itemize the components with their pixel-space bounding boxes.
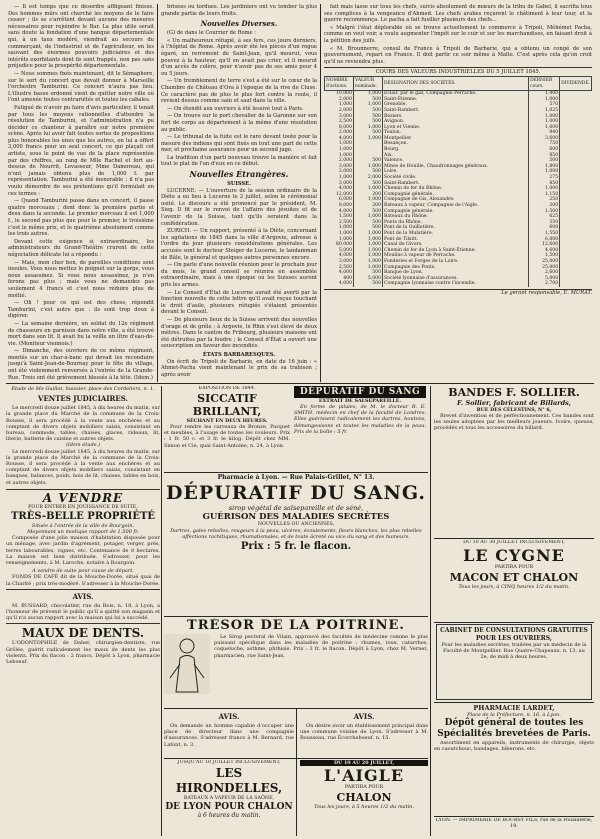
- table-cell: Mines de Houille, Chaudronnages généraux.: [383, 164, 529, 170]
- ad-title: DÉPURATIF DU SANG.: [165, 482, 427, 504]
- table-title: COURS DES VALEURS INDUSTRIELLES DU 5 JUILLET 1845.: [324, 67, 592, 76]
- table-cell: Lyon et Vienne.: [383, 125, 529, 131]
- paragraph: — Oh ! pour ce qui est des chess, répondit Tamburini, c'est autre que : ils sont trop doux à digérer.: [8, 300, 154, 320]
- table-cell: Bateaux du Rhône.: [383, 214, 529, 220]
- table-cell: 500: [354, 220, 383, 226]
- column-rule: [320, 4, 321, 382]
- table-cell: 500: [354, 225, 383, 231]
- table-cell: 2,600: [529, 270, 560, 276]
- table-cell: 850: [529, 153, 560, 159]
- paragraph: ZURICH. — Un rapport, présenté à la Diète, concernant les agitations de 1845 dans la ville d'Argovie, adresse à l'ordre du jour plusieurs considérations générales. Les accusés sont le docteur Steiger de Lucerne, le landamman de Bâle, le général et quelques autres personnes encore.: [161, 228, 317, 261]
- table-cell: 1,150: [529, 192, 560, 198]
- table-cell: 940: [529, 130, 560, 136]
- table-cell: 275: [529, 175, 560, 181]
- column-3: [324, 4, 592, 380]
- table-cell: 500: [529, 158, 560, 164]
- ad-subtitle: PARTIRA POUR: [494, 565, 534, 570]
- table-cell: 1,000: [354, 259, 383, 265]
- table-cell: 1,000: [325, 175, 354, 181]
- ad-title: LE CYGNE: [463, 546, 565, 565]
- table-cell: 25,000: [529, 265, 560, 271]
- paragraph: LUCERNE. — L'ouverture de la session ordinaire de la Diète a eu lieu à Lucerne le 2 juillet, selon le cérémonial usité. Le discours a été prononcé par le président, M. Sieg. Il fit sur le renvoi de l'affaire des jésuites et de l'avenir de la Suisse, tant qu'ils seraient dans la confédération.: [161, 187, 317, 227]
- table-cell: Aix.: [383, 153, 529, 159]
- ad-subtitle: GUÉRISON DES MALADIES SECRÈTES: [202, 512, 390, 522]
- paragraph: — On trouve sur le port chevalier de la Garonne sur son fort de corps au département à la même d'une résolution au public.: [161, 113, 317, 133]
- paragraph: « M. Brounnerre, consul de France à Tripoli de Barbarie, qui a obtenu un congé de son gouvernement, repart en France. Il doit partir ce soir même à Malte. C'est après cela qu'on croit qu'il ne reviendra plus.: [324, 45, 592, 65]
- table-cell: 80,000: [325, 242, 354, 248]
- column-rule: [430, 386, 431, 836]
- ad-heading: Pharmacie à Lyon. — Rue Palais-Grillet, N° 13.: [217, 474, 375, 481]
- ad-subtitle: F. Sollier, fabricant de Billards,: [456, 399, 572, 407]
- table-cell: 500: [354, 130, 383, 136]
- table-cell: 6,000: [325, 197, 354, 203]
- ad-heading: PHARMACIE LARDET,: [473, 704, 555, 712]
- section-rule: [434, 622, 594, 623]
- ad-title: BANDES F. SOLLIER.: [448, 386, 580, 399]
- ad-avis-2: [300, 710, 428, 756]
- ad-subtitle: JUSQU'AU 10 JUILLET INCLUSIVEMENT,: [177, 760, 281, 765]
- table-cell: 3,000: [325, 114, 354, 120]
- ad-bandes-sollier: [434, 386, 594, 536]
- table-cell: Société lyonnaise d'assurances.: [383, 276, 529, 282]
- table-cell: 2,000: [325, 158, 354, 164]
- paragraph: — La semaine dernière, un soldat du 12e régiment de chasseurs en garnison dans notre ville, a été trouvé mort dans son lit. Il avait bu la veille un litre d'eau-de-vie. (Moniteur viennois.): [8, 320, 154, 347]
- ad-heading: Étude de Me Guillot, huissier, place des Cordeliers, n. 1.: [11, 386, 155, 392]
- ad-subtitle: BATEAUX A VAPEUR DE LA SAÔNE,: [183, 796, 275, 801]
- table-cell: Béziers.: [383, 114, 529, 120]
- ad-subtitle: sirop végétal de salsepareille et de séné,: [228, 504, 364, 512]
- ad-title: DE LYON POUR CHALON: [165, 802, 293, 812]
- table-cell: 500: [354, 181, 383, 187]
- ad-subtitle: DU 10 AU 20 JUILLET,: [300, 760, 428, 766]
- table-cell: 1,000: [325, 237, 354, 243]
- table-cell: 3,000: [325, 181, 354, 187]
- table-cell: 1,000: [354, 164, 383, 170]
- ad-tresor-poitrine: [164, 618, 428, 706]
- table-cell: 1,000: [354, 214, 383, 220]
- section-rule: [434, 816, 594, 817]
- table-cell: 2,500: [325, 119, 354, 125]
- ad-title: DÉPURATIF DU SANG: [294, 386, 426, 398]
- ad-title: MAUX DE DENTS.: [21, 626, 145, 641]
- ad-avis-1: [164, 710, 294, 756]
- table-cell: 2,500: [325, 265, 354, 271]
- ad-title: TRÈS-BELLE PROPRIÉTÉ: [10, 510, 156, 522]
- table-header: DIVIDENDE.: [560, 76, 592, 90]
- table-cell: Besançon.: [383, 141, 529, 147]
- table-cell: 1,500: [529, 253, 560, 259]
- ad-title: Dépôt général de toutes les Spécialités brevetées de Paris.: [437, 718, 591, 740]
- ad-pharmacie-depuratif: [164, 474, 428, 614]
- table-cell: 2,500: [325, 220, 354, 226]
- table-cell: 1,000: [354, 136, 383, 142]
- ad-text: Assortiment en appareils, instruments de chirurgie, objets en caoutchouc, bandages, biberons, etc.: [434, 740, 594, 753]
- table-header-row: [325, 76, 592, 90]
- ad-title: A VENDRE: [42, 490, 124, 505]
- table-cell: Canal de Givors.: [383, 242, 529, 248]
- ad-title: SICCATIF BRILLANT,: [192, 392, 262, 418]
- table-header: DÉSIGNATION DES SOCIÉTÉS.: [383, 76, 529, 90]
- table-cell: 750: [529, 141, 560, 147]
- table-cell: 1,000: [354, 265, 383, 271]
- ad-text: Le mercredi douze juillet 1845, à dix heures du matin, sur la grande place du Marché de la commune de la Croix-Rousse, il sera procédé à la vente aux enchères et au comptant de divers objets mobiliers saisis, consistant en banques, balances, poids, bois de lit, chaises, tables en bois, et autres objets.: [6, 448, 160, 486]
- ad-le-cygne: [434, 540, 594, 620]
- table-cell: 2,000: [325, 97, 354, 103]
- table-cell: 1,000: [354, 242, 383, 248]
- ad-heading: AVIS.: [218, 712, 240, 721]
- table-cell: 500: [354, 209, 383, 215]
- table-cell: Grenoble.: [383, 102, 529, 108]
- section-rule: [434, 702, 594, 703]
- table-cell: 1,000: [354, 102, 383, 108]
- ad-siccatif: [164, 386, 290, 470]
- table-cell: 250: [529, 197, 560, 203]
- ad-text: FONDS DE CAFÉ dit de la Mouche-Dorée, situé quai de la Charité ; prix très-modéré. S'adresser à la Mouche-Dorée.: [6, 574, 160, 587]
- paragraph: — Nous sommes fixés maintenant, dit le Sémaphore, sur le sort du concert que devait donner à Marseille l'orchestre Tamburini. Ce concert n'aura pas lieu. L'illustre basse ordonné vient de quitter notre ville où l'ont amenée toutes contrariétés et toutes les cabales.: [8, 70, 154, 104]
- table-cell: Compagnie lyonnaise contre l'incendie.: [383, 281, 529, 287]
- printer-footer: LYON. — IMPRIMERIE DE BOURSY FILS, rue de la Poulaillerie, 19.: [435, 818, 593, 829]
- table-cell: 1,000: [354, 231, 383, 237]
- table-cell: 1,550: [529, 231, 560, 237]
- table-cell: 1,800: [529, 164, 560, 170]
- table-cell: 350: [529, 220, 560, 226]
- ad-text: Pour les maladies secrètes, traitées par un médecin de la Faculté de Montpellier. Rue Quatre-Chapeaux, n. 13, au 2e, de midi à deux heures.: [441, 642, 587, 661]
- table-cell: 12,600: [529, 242, 560, 248]
- table-cell: 1,600: [529, 125, 560, 131]
- table-cell: 6,800: [529, 237, 560, 243]
- table-cell: 1,000: [325, 153, 354, 159]
- column-rule: [157, 4, 158, 382]
- table-cell: 3,000: [325, 259, 354, 265]
- ad-text: On désire avoir un établissement principal dans une commune voisine de Lyon. S'adresser à M. Rousseau, rue Écorcheboeuf, n. 15.: [300, 723, 428, 742]
- ad-text: M. BUSSARD, chocolatier, rue du Bois, n. 18, à Lyon, a l'honneur de prévenir le public qu'il a quitté son magasin et qu'il n'a aucun rapport avec la maison qui lui a succédé.: [6, 602, 160, 622]
- section-rule: [434, 538, 594, 539]
- table-cell: 1,000: [325, 231, 354, 237]
- ad-text: Le Sirop pectoral de Vilain, approuvé des facultés de médecine comme le plus puissant spécifique dans les maladies de poitrine : rhumes, toux, catarrhes, coqueluche, asthme, phthisie. Prix : 3 fr. le flacon. Dépôt à Lyon, chez M. Vernet, pharmacien, rue Saint-Jean.: [214, 634, 428, 659]
- table-cell: 25,000: [529, 259, 560, 265]
- table-cell: 500: [354, 97, 383, 103]
- table-row: [325, 281, 592, 287]
- table-cell: 300: [529, 203, 560, 209]
- table-cell: 500: [354, 281, 383, 287]
- stock-table: [324, 76, 592, 287]
- table-cell: 4,000: [325, 270, 354, 276]
- woman-figure-illustration: [164, 634, 210, 694]
- ad-subtitle: SÉCHANT EN DEUX HEURES.: [186, 418, 268, 424]
- table-cell: 2,000: [354, 175, 383, 181]
- table-cell: 1,000: [529, 114, 560, 120]
- table-cell: Bourg.: [383, 147, 529, 153]
- table-cell: [560, 281, 592, 287]
- table-cell: 4,000: [325, 186, 354, 192]
- paragraph: La tradition d'un parti nouveau trouve la manière et fait tout le plat de l'un d'eux en ce début.: [161, 154, 317, 168]
- table-cell: 5,000: [325, 248, 354, 254]
- paragraph: — Mais, mon cher bon, de pareilles conditions sont inouïes. Vous nous mettez le poignet sur la gorge, vous nous assassinez. Si vous nous assassinez, je n'en ferons pas plus ; mais vous ne demandez pas seulement 4 francs et c'est nous réduire plus de moitié.: [8, 259, 154, 299]
- ad-text: L'ODONTOPHILE de Daher, chirurgien-dentiste, rue Grôlée, guérit radicalement les maux de dents les plus violents. Prix du flacon : 2 francs. Dépôt à Lyon, pharmacie Leboeuf.: [6, 640, 160, 666]
- ad-heading: VENTES JUDICIAIRES.: [38, 394, 128, 404]
- section-heading: Nouvelles Diverses.: [200, 19, 278, 29]
- table-cell: 4,000: [325, 136, 354, 142]
- paragraph: — On étendit aux ouvriers à été lessivé tout à Paris.: [167, 105, 304, 112]
- table-cell: Pont de Tilsitt.: [383, 237, 529, 243]
- table-cell: Pont de la Guillotière.: [383, 225, 529, 231]
- ad-subtitle: POUR ENTRER EN JOUISSANCE DE SUITE,: [28, 504, 138, 510]
- subheading: SUISSE.: [227, 181, 251, 188]
- ad-subtitle: RUE DES CÉLESTINS, N° 6,: [476, 407, 552, 413]
- paragraph: Fatigué de n'avoir pu faire d'avis particulier, il tenait par tous les moyens rationnelles d'attendre la résolution de Tamburini, et l'administration n'a pu décider ce chanteur à paraître sur notre première scène. Après lui avoir fait toutes sortes de propositions plus honorables les unes que les autres, on lui a offert 3,000 francs pour un seul concert, ce qui plaçait cet artiste, sous le point de vue de la place représentée par des chiffres, au rang de Mlle Rachel et fort au-dessus de Nourrit, Levasseur, Mme Damoreau, qui n'ont jamais obtenu plus de 1,000 f. par représentation. Tamburini a été inexorable ; il n'a pas voulu démordre de ses prétentions qu'il formulait en ces termes :: [8, 104, 154, 197]
- paragraph: — Un tremblement de terre s'est a été sur le cœur de la Chambre de Château d'Ora à l'époque de la rive de Cluse. Ce caractère pas de plus le plus fort contre la route, il revient dessus comme sain et sauf dans la ville.: [161, 78, 317, 105]
- table-cell: Chemin de fer de Lyon à Saint-Étienne.: [383, 248, 529, 254]
- table-cell: 1,400: [529, 91, 560, 97]
- table-cell: 1,000: [354, 248, 383, 254]
- table-cell: 500: [354, 114, 383, 120]
- table-cell: 5,000: [529, 276, 560, 282]
- table-cell: 1,025: [529, 108, 560, 114]
- table-cell: 1,000: [354, 197, 383, 203]
- table-cell: Compagnie de Gis, Alexandre.: [383, 197, 529, 203]
- table-cell: Ponts du Rhône.: [383, 220, 529, 226]
- paragraph: « Un malheureux réfugié, à ses fers, ces jours derniers, à l'hôpital de Rome. Après avoir été les pièces d'un rogue égaré, un rerrement de Saint-Jean, qu'il mourut, vous pouvez à la hauteur, qu'il en avait pas crier, et il mourut d'un accès de colère, pour n'avoir pas de ses amis pour 4 ou 5 jours.: [161, 37, 317, 77]
- subheading: ÉTATS BARBARESQUES.: [202, 351, 276, 358]
- table-cell: 2,000: [325, 169, 354, 175]
- table-cell: Bateaux à vapeur, Compagnie de l'Aigle.: [383, 203, 529, 209]
- ad-price: Prix : 5 fr. le flacon.: [240, 541, 352, 553]
- ad-subtitle: Moyennant un modique rapport de 1,500 fr.: [27, 529, 139, 536]
- section-rule: [6, 383, 594, 384]
- table-cell: Valence.: [383, 158, 529, 164]
- table-header: NOMBRE d'actions.: [325, 76, 354, 90]
- table-cell: 500: [354, 108, 383, 114]
- ad-heading: AVIS.: [353, 712, 375, 721]
- table-cell: 1,500: [529, 209, 560, 215]
- ad-text: Tous les jours, à 5 heures 1/2 du matin.: [314, 804, 414, 810]
- table-cell: 1,000: [325, 102, 354, 108]
- ad-text: On demande un homme capable d'occuper une place de directeur dans une compagnie d'assurances. S'adresser franco à M. Bernard, rue Lafont, n. 3.: [164, 723, 294, 748]
- ad-subtitle: Située à l'entrée de la ville de Bourgoin.: [31, 522, 135, 529]
- table-header: VALEUR nominale.: [354, 76, 383, 90]
- paragraph: — Dimanche, des ouvriers de ce même régiment, montés sur un char-à-banc qui devait les reconduire jusqu'à Saint-Jean-de-Bournay pour le fête du village, ont été violemment renversés à l'entrée de la Grande-Rue. Trois ont été grièvement blessés à la tête. (Idem.): [8, 348, 154, 380]
- table-cell: 570: [529, 102, 560, 108]
- table-cell: 1,000: [325, 225, 354, 231]
- paragraph: (G) de dans le Courrier de Rome :: [167, 30, 257, 37]
- paragraph: — Il est temps que ce désordre affligeant finisse. Des hommes mûrs ont cherché les moyens de le faire cesser ; ils se s'arrêtent devant aucune des mesures nécessaires pour rejoindre le Bar. La plus utile serait sans doute la fondation d'une banque départementale qui, à un taux modéré, viendrait au secours du commerçant, de l'industriel et de l'agriculteur, en les sauvant des énormes pouvoirs judiciaires et des intérêts exorbitants dont ils sont frappés, non pas sans préjudice pour la prospérité départementale.: [8, 4, 154, 70]
- table-cell: Chemin de fer du Rhône.: [383, 186, 529, 192]
- table-cell: 1,000: [529, 186, 560, 192]
- table-cell: 2,000: [325, 108, 354, 114]
- table-cell: 3,600: [529, 136, 560, 142]
- table-cell: 10,000: [325, 91, 354, 97]
- ad-subtitle: DU 10 AU 30 JUILLET INCLUSIVEMENT,: [463, 540, 565, 545]
- column-rule: [161, 386, 162, 836]
- table-cell: 4,000: [325, 209, 354, 215]
- table-cell: Moulins à vapeur de Perrache.: [383, 253, 529, 259]
- paragraph: Devant cette exigence si extraordinaire, les administrateurs du Grand-Théâtre crurent de cette négociation délicate lui a répondu :: [8, 238, 154, 258]
- ad-subtitle: EXPOSITION DE 1844.: [198, 386, 256, 391]
- paragraph: brisées ou tordues. Les jardiniers ont vu tomber la plus grande partie de leurs fruits.: [161, 4, 317, 17]
- table-cell: Compagnie générale.: [383, 209, 529, 215]
- paragraph: — De plusieurs lieux de la Suisse arrivent des nouvelles d'orage et de grêle ; à Argovie, le Rhin s'est élevé de deux mètres. Dans le canton de Fribourg, plusieurs maisons ont été détruites par la foudre ; le Conseil d'État a ouvert une souscription en faveur des incendiés.: [161, 316, 317, 350]
- ad-subtitle: Place de la Préfecture, n. 16, à Lyon.: [467, 712, 561, 718]
- table-cell: Compagnie des Ponts.: [383, 265, 529, 271]
- table-cell: 3,000: [325, 164, 354, 170]
- ad-text: En forme de pilules, de M. le docteur R. E. SMITH, médecin en chef de la faculté de Londres. Elles guérissent radicalement les dartres, boutons, démangeaisons et toutes les maladies de la peau. Prix de la boîte : 5 fr.: [294, 404, 426, 435]
- table-cell: Saint-Étienne.: [383, 97, 529, 103]
- table-cell: Société civile.: [383, 175, 529, 181]
- table-cell: 2,000: [325, 130, 354, 136]
- ad-title: L'AIGLE: [323, 766, 405, 785]
- table-cell: 1,000: [354, 91, 383, 97]
- ad-text: à 6 heures du matin.: [197, 812, 261, 819]
- table-cell: Fonderies et Forges de la Loire.: [383, 259, 529, 265]
- ad-cabinet-consultations: [436, 624, 592, 700]
- paragraph: — Le tribunal de la fuite est le rare devant toute pour la mesure des indiens qui sont fixés en tout une part de cette mer, et prochaine assurance pour un second juge.: [161, 134, 317, 154]
- table-cell: 600: [529, 225, 560, 231]
- ad-title: TRÉSOR DE LA POITRINE.: [187, 618, 405, 633]
- ad-heading: (Idem étude.): [65, 442, 101, 449]
- section-heading: Nouvelles Étrangères.: [189, 169, 289, 180]
- column-rule: [296, 708, 297, 758]
- table-cell: 1,000: [354, 237, 383, 243]
- table-cell: 1,000: [325, 141, 354, 147]
- table-cell: Éclair. par le gaz, Compagnie Perrache.: [383, 91, 529, 97]
- ad-subtitle: PARTIRA POUR: [344, 785, 384, 790]
- table-cell: 12,000: [325, 192, 354, 198]
- paragraph: — Le Conseil d'État de Lucerne aurait été averti par la fonction nouvelle de cette lettre qu'il avait reçue touchant le droit d'asile, plusieurs réfugiés s'étaient présentés devant le Conseil.: [161, 289, 317, 316]
- table-cell: Banque de Lyon.: [383, 270, 529, 276]
- ad-heading: AVIS.: [72, 591, 94, 601]
- table-cell: 500: [354, 119, 383, 125]
- table-cell: 8,000: [325, 203, 354, 209]
- table-cell: 1,000: [354, 125, 383, 131]
- table-cell: Montpellier.: [383, 136, 529, 142]
- table-cell: 400: [325, 276, 354, 282]
- ad-les-hirondelles: [164, 760, 294, 836]
- ad-text: A vendre de suite pour cause de départ.: [32, 568, 134, 575]
- paragraph: fait mais lasse sur tous les chefs, suivis absolument de mœurs de la tribu de Gabel, il sacrifia tous ses complices à la vengeance d'Ahmed. Les chefs arabes reçurent le châtiment à leur tour, et la guerre recommença. Le pacha a fait fusiller plusieurs des chefs...: [324, 4, 592, 24]
- table-cell: 2,700: [529, 281, 560, 287]
- table-cell: 1,000: [325, 147, 354, 153]
- table-cell: 1,000: [529, 119, 560, 125]
- table-cell: Saint-Rambert.: [383, 181, 529, 187]
- ad-title: CHALON: [336, 791, 392, 804]
- table-cell: Saint-Rambert.: [383, 108, 529, 114]
- table-cell: 1,000: [529, 97, 560, 103]
- column-1: [8, 4, 154, 380]
- paragraph: On écrit de Tripoli de Barbarie, en date du 16 juin : « Ahmet-Pacha vient maintenant le prix de sa trahison ; après avoir: [161, 358, 317, 378]
- ad-text: Composée d'une jolie maison d'habitation disposée pour un ménage, avec jardin d'agrément, potager, verger, prés, terres labourables, vignes, etc. Contenance de 8 hectares. La maison est bien distribuée. S'adresser, pour les renseignements, à M. Laroche, notaire à Bourgoin.: [6, 535, 160, 567]
- ad-text: Le mercredi douze juillet 1845, à dix heures du matin, sur la grande place du Marché de la commune de la Croix-Rousse, il sera procédé à la vente aux enchères et au comptant de divers objets mobiliers saisis, consistant en bureau, commode, tables, chaises, glaces, rideaux, lit, literie, batterie de cuisine et autres objets.: [6, 405, 160, 443]
- ad-text: Pour rendre les carreaux de Bronze, Parquet et meubles, à l'usage de toutes les couleurs. Prix : 1 fr. 50 c. et 3 fr. le kilog. Dépôt chez MM. Simon et Cie, quai Saint-Antoine, n. 24, à Lyon.: [164, 424, 290, 449]
- table-cell: 1,000: [354, 186, 383, 192]
- column-rule: [296, 758, 297, 836]
- ad-depuratif-sang: [294, 386, 426, 470]
- ad-pharmacie-lardet: [434, 704, 594, 814]
- table-cell: 625: [529, 214, 560, 220]
- table-cell: 1,500: [325, 214, 354, 220]
- ad-title: CABINET DE CONSULTATIONS GRATUITES POUR LES OUVRIERS,: [440, 627, 588, 642]
- table-cell: 4,000: [325, 253, 354, 259]
- table-cell: Pont de la Mulatière.: [383, 231, 529, 237]
- table-cell: 500: [354, 270, 383, 276]
- paragraph: « Malgré l'état déplorable où se trouve actuellement le commerce à Tripoli, Méhémet Pacha, comme on veut voir, a voulu augmenter l'impôt sur le cuir et sur les marchandises, en faisant droit à la pétition des juifs.: [324, 24, 592, 44]
- table-cell: 600: [529, 147, 560, 153]
- ad-text: Tous les jours, à CINQ heures 1/2 du matin.: [458, 584, 570, 590]
- ads-column-left: [6, 386, 160, 834]
- table-header: DERNIER cours.: [529, 76, 560, 90]
- column-2: [161, 4, 317, 380]
- ad-title: LES HIRONDELLES,: [175, 766, 283, 795]
- paragraph: — Quand Tamburini passe dans un concert, il passe quatre morceaux ; dont donc la première partie et deux dans la seconde. Le premier morceau il est 1,000 f., le second pas plus que pour le premier, le troisième c'est le même prix, et le quatrième absolument comme les trois autres.: [8, 198, 154, 238]
- table-cell: 850: [529, 181, 560, 187]
- table-cell: 200: [354, 203, 383, 209]
- table-cell: 500: [354, 169, 383, 175]
- table-cell: 1,000: [354, 253, 383, 259]
- table-cell: Avignon.: [383, 119, 529, 125]
- table-cell: 5,000: [354, 276, 383, 282]
- table-cell: Toulon.: [383, 130, 529, 136]
- paragraph: — On parle d'une nouvelle réunion pour le prochain jour du mois, le grand conseil se réunira en assemblée extraordinaire, mais à une époque où les Suisses auront pris les armes.: [161, 262, 317, 288]
- ad-title: MACON ET CHALON: [449, 571, 579, 584]
- ad-text: Dartres, gales rebelles, rougeurs à la peau, ulcères, écoulements, fleurs blanches, les plus rebelles affections rachitiques, rhumatismales, et de toute âcreté ou vice du sang et des humeurs.: [170, 528, 422, 541]
- ad-l-aigle: [300, 760, 428, 836]
- table-cell: Compagnie générale.: [383, 192, 529, 198]
- ad-subtitle: EXTRAIT DE SALSEPAREILLE.: [318, 398, 402, 404]
- table-cell: 4,600: [529, 248, 560, 254]
- table-cell: 8,000: [325, 125, 354, 131]
- table-cell: 500: [354, 158, 383, 164]
- table-cell: 1,000: [529, 169, 560, 175]
- ad-text: Brevet d'invention et de perfectionnement. Ces bandes sont les seules adoptées par les meilleurs joueurs. Ivoire, queues, procédés et tous les accessoires du billard.: [434, 413, 594, 432]
- table-cell: 4,000: [325, 281, 354, 287]
- gerant-line: Le gérant responsable, E. MURAT.: [324, 289, 592, 297]
- table-cell: 200: [354, 192, 383, 198]
- table-cell: Loire.: [383, 169, 529, 175]
- section-rule: [164, 472, 428, 473]
- ad-subtitle: NOUVELLES OU ANCIENNES,: [257, 522, 335, 527]
- section-rule: [164, 616, 428, 617]
